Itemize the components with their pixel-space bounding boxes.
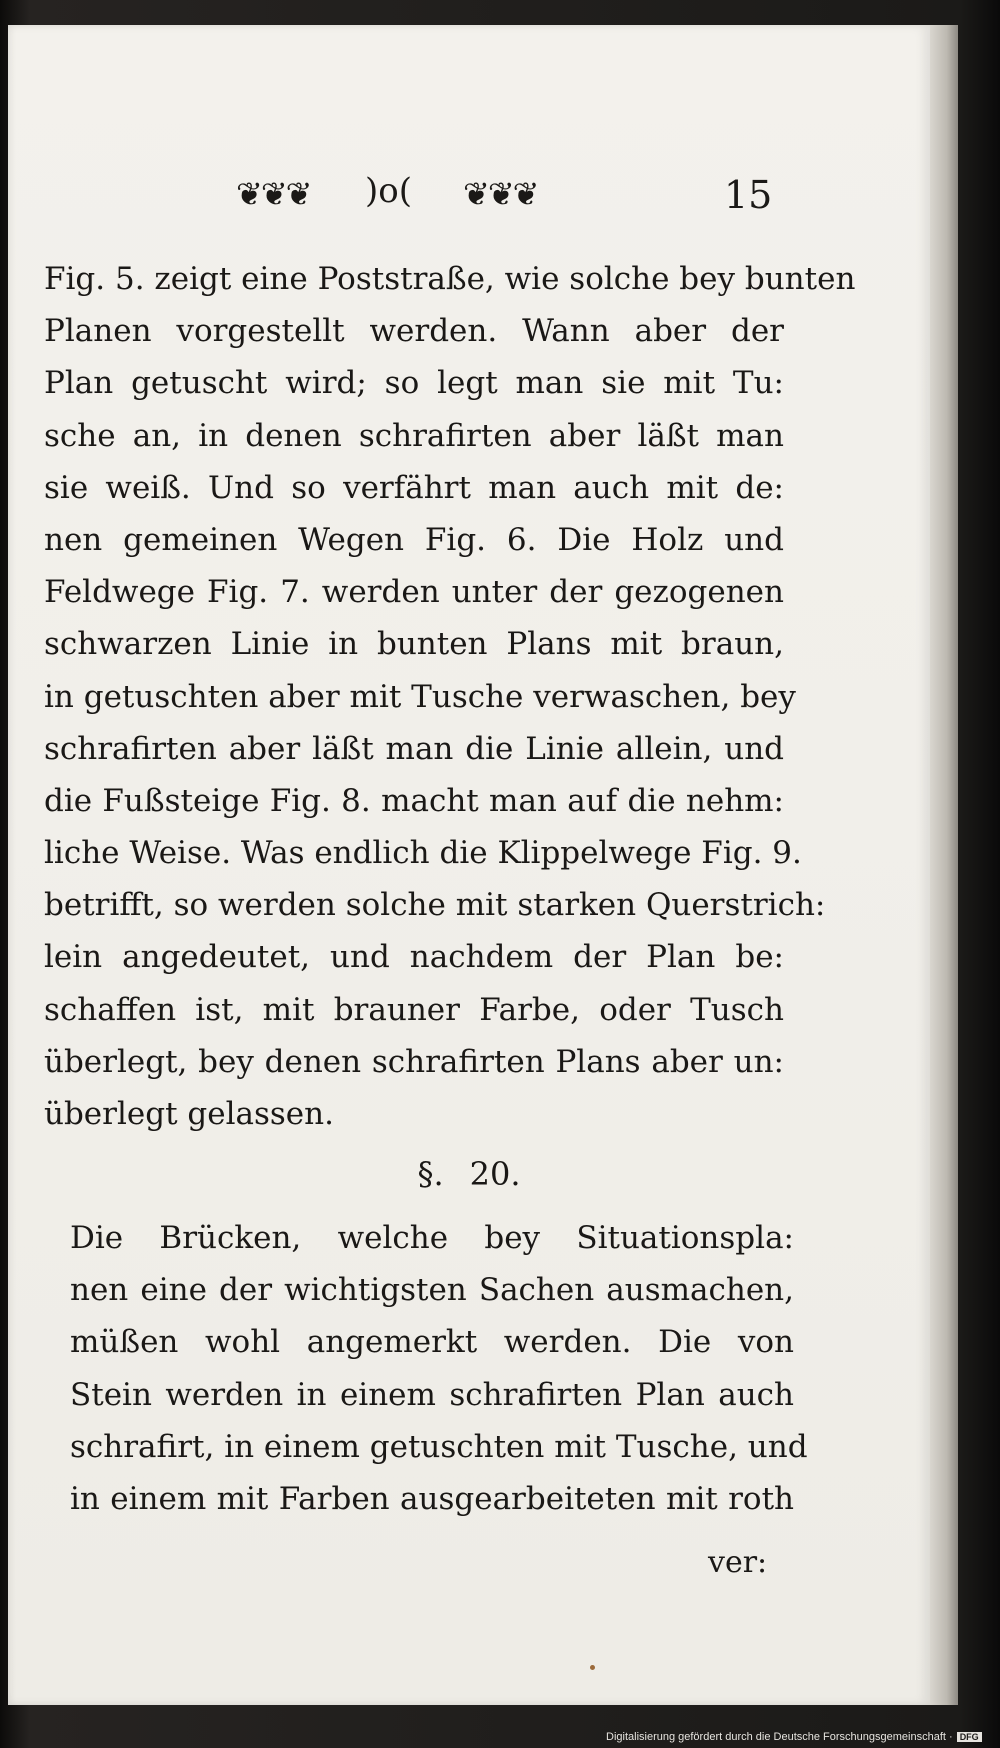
- credit-text: Digitalisierung gefördert durch die Deutsche Forschungsgemeinschaft ·: [606, 1731, 953, 1743]
- text-line: schwarzen Linie in bunten Plans mit braun,: [44, 626, 784, 663]
- text-line: betrifft, so werden solche mit starken Querstrich:: [44, 887, 826, 924]
- ornament-left-icon: ❦❦❦: [236, 175, 311, 213]
- text-line: lein angedeutet, und nachdem der Plan be:: [44, 939, 784, 976]
- text-line: Fig. 5. zeigt eine Poststraße, wie solche bey bunten: [44, 261, 856, 297]
- text-line: müßen wohl angemerkt werden. Die von: [70, 1324, 794, 1361]
- text-line: Die Brücken, welche bey Situationspla:: [70, 1220, 794, 1256]
- text-line: Plan getuscht wird; so legt man sie mit Tu:: [44, 365, 784, 402]
- page-number: 15: [724, 173, 773, 217]
- text-line: Stein werden in einem schrafirten Plan auch: [70, 1376, 794, 1413]
- text-line: schrafirt, in einem getuschten mit Tusche, und: [70, 1428, 808, 1465]
- text-line: die Fußsteige Fig. 8. macht man auf die nehm:: [44, 782, 784, 819]
- text-line: nen gemeinen Wegen Fig. 6. Die Holz und: [44, 521, 784, 558]
- text-line: Planen vorgestellt werden. Wann aber der: [44, 313, 784, 350]
- text-line: überlegt, bey denen schrafirten Plans aber un:: [44, 1043, 784, 1080]
- section-symbol: §.: [417, 1155, 444, 1193]
- book-page: [8, 25, 930, 1705]
- catchword: ver:: [708, 1545, 768, 1580]
- text-line: sche an, in denen schrafirten aber läßt man: [44, 417, 784, 454]
- text-line: schrafirten aber läßt man die Linie allein, und: [44, 730, 784, 767]
- text-line: schaffen ist, mit brauner Farbe, oder Tusch: [44, 991, 784, 1028]
- text-line: nen eine der wichtigsten Sachen ausmachen,: [70, 1272, 794, 1309]
- section-number: 20.: [469, 1155, 521, 1193]
- paragraph-1: [44, 253, 856, 1140]
- page-header: [8, 165, 930, 225]
- section-heading: [8, 1155, 930, 1193]
- ink-spot: [590, 1665, 595, 1670]
- text-line: Feldwege Fig. 7. werden unter der gezogenen: [44, 574, 784, 611]
- text-line: sie weiß. Und so verfährt man auch mit de:: [44, 469, 784, 506]
- text-line: in getuschten aber mit Tusche verwaschen, bey: [44, 678, 796, 715]
- paragraph-2: [70, 1212, 808, 1525]
- digitization-credit: [606, 1731, 982, 1743]
- text-line: in einem mit Farben ausgearbeiteten mit roth: [70, 1480, 794, 1517]
- text-line: liche Weise. Was endlich die Klippelwege Fig. 9.: [44, 835, 802, 872]
- ornament-right-icon: ❦❦❦: [463, 175, 538, 213]
- page-edge: [930, 25, 958, 1705]
- dfg-logo: DFG: [957, 1732, 982, 1742]
- ornament-middle: )o(: [365, 171, 412, 211]
- text-line: überlegt gelassen.: [44, 1096, 334, 1132]
